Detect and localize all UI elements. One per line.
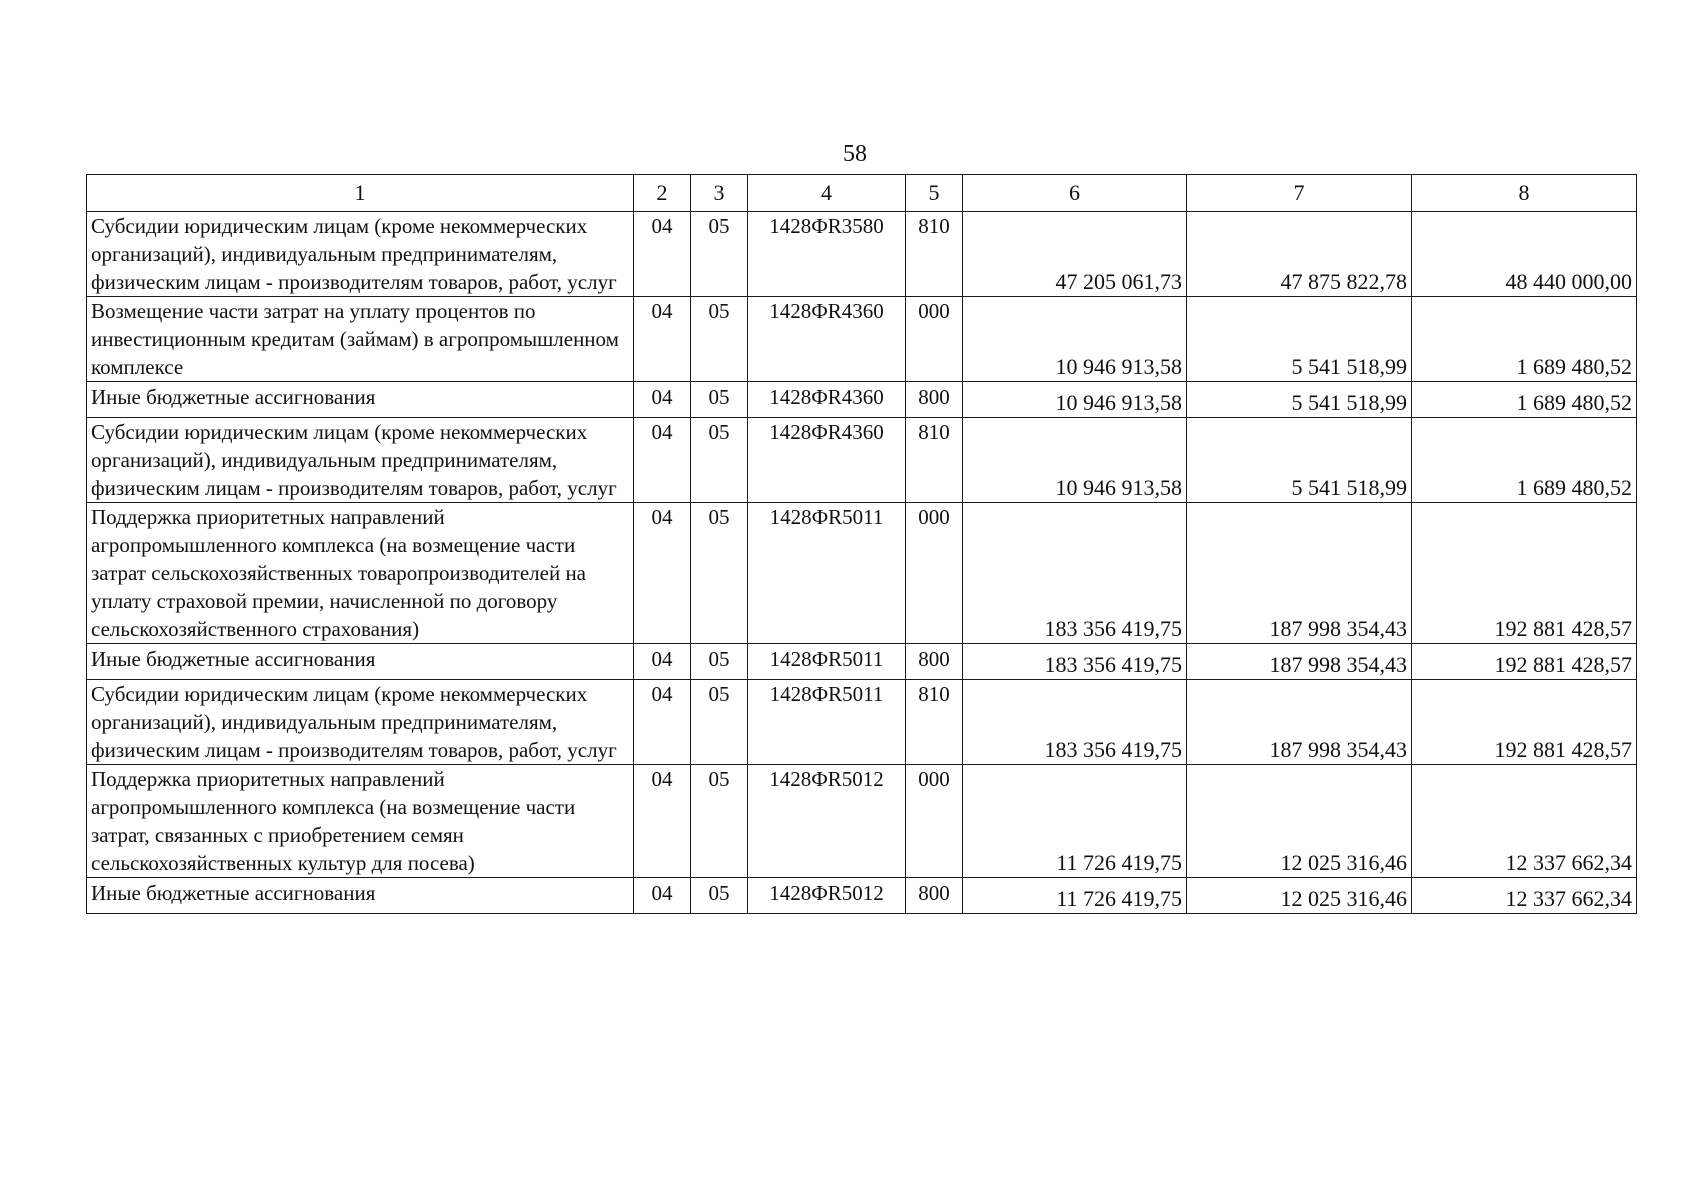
row-section: 04 [634,503,691,644]
table-row [87,418,1637,503]
column-header: 5 [906,175,963,212]
column-header: 3 [691,175,748,212]
row-name: Поддержка приоритетных направлений агропромышленного комплекса (на возмещение части затрат сельскохозяйственных товаропроизводителей на уплату страховой премии, начисленной по договору сельскохозяйственного страхования) [87,503,634,644]
row-expense-type: 000 [906,297,963,382]
row-section: 04 [634,297,691,382]
table-row [87,503,1637,644]
row-amount-7: 187 998 354,43 [1187,503,1412,644]
row-amount-6: 183 356 419,75 [963,680,1187,765]
row-amount-8: 192 881 428,57 [1412,680,1637,765]
row-subsection: 05 [691,680,748,765]
row-amount-8: 1 689 480,52 [1412,297,1637,382]
row-subsection: 05 [691,503,748,644]
row-amount-7: 187 998 354,43 [1187,644,1412,680]
row-section: 04 [634,680,691,765]
row-expense-type: 000 [906,503,963,644]
row-name: Возмещение части затрат на уплату процентов по инвестиционным кредитам (займам) в агропромышленном комплексе [87,297,634,382]
column-header: 6 [963,175,1187,212]
row-amount-6: 11 726 419,75 [963,878,1187,914]
row-subsection: 05 [691,418,748,503]
row-section: 04 [634,878,691,914]
row-target-code: 1428ФR5012 [748,765,906,878]
row-target-code: 1428ФR5011 [748,644,906,680]
row-amount-6: 183 356 419,75 [963,644,1187,680]
budget-table [86,174,1637,914]
row-name: Иные бюджетные ассигнования [87,878,634,914]
row-amount-8: 12 337 662,34 [1412,878,1637,914]
table-header-row [87,175,1637,212]
row-expense-type: 810 [906,212,963,297]
table-row [87,382,1637,418]
row-subsection: 05 [691,644,748,680]
row-subsection: 05 [691,765,748,878]
row-amount-8: 1 689 480,52 [1412,382,1637,418]
row-amount-7: 187 998 354,43 [1187,680,1412,765]
row-subsection: 05 [691,878,748,914]
row-target-code: 1428ФR5012 [748,878,906,914]
column-header: 8 [1412,175,1637,212]
row-amount-8: 192 881 428,57 [1412,644,1637,680]
row-target-code: 1428ФR4360 [748,297,906,382]
row-section: 04 [634,418,691,503]
row-target-code: 1428ФR4360 [748,418,906,503]
row-amount-8: 1 689 480,52 [1412,418,1637,503]
table-row [87,878,1637,914]
column-header: 1 [87,175,634,212]
column-header: 7 [1187,175,1412,212]
page-number: 58 [843,141,867,167]
column-header: 2 [634,175,691,212]
row-expense-type: 800 [906,644,963,680]
table-row [87,680,1637,765]
table-row [87,297,1637,382]
row-section: 04 [634,644,691,680]
row-amount-7: 47 875 822,78 [1187,212,1412,297]
row-target-code: 1428ФR3580 [748,212,906,297]
row-amount-7: 12 025 316,46 [1187,765,1412,878]
row-amount-7: 5 541 518,99 [1187,418,1412,503]
row-expense-type: 800 [906,878,963,914]
row-amount-7: 5 541 518,99 [1187,297,1412,382]
row-amount-7: 5 541 518,99 [1187,382,1412,418]
row-expense-type: 810 [906,418,963,503]
row-section: 04 [634,765,691,878]
row-subsection: 05 [691,212,748,297]
row-name: Субсидии юридическим лицам (кроме некоммерческих организаций), индивидуальным предпринимателям, физическим лицам - производителям товаров, работ, услуг [87,418,634,503]
row-amount-6: 47 205 061,73 [963,212,1187,297]
row-name: Субсидии юридическим лицам (кроме некоммерческих организаций), индивидуальным предпринимателям, физическим лицам - производителям товаров, работ, услуг [87,212,634,297]
row-amount-7: 12 025 316,46 [1187,878,1412,914]
row-name: Иные бюджетные ассигнования [87,644,634,680]
row-amount-6: 10 946 913,58 [963,418,1187,503]
row-target-code: 1428ФR5011 [748,503,906,644]
table-row [87,212,1637,297]
row-subsection: 05 [691,297,748,382]
row-amount-8: 192 881 428,57 [1412,503,1637,644]
row-name: Субсидии юридическим лицам (кроме некоммерческих организаций), индивидуальным предпринимателям, физическим лицам - производителям товаров, работ, услуг [87,680,634,765]
row-target-code: 1428ФR5011 [748,680,906,765]
row-amount-6: 183 356 419,75 [963,503,1187,644]
row-target-code: 1428ФR4360 [748,382,906,418]
row-amount-6: 11 726 419,75 [963,765,1187,878]
row-name: Иные бюджетные ассигнования [87,382,634,418]
row-expense-type: 810 [906,680,963,765]
row-name: Поддержка приоритетных направлений агропромышленного комплекса (на возмещение части затрат, связанных с приобретением семян сельскохозяйственных культур для посева) [87,765,634,878]
row-amount-6: 10 946 913,58 [963,382,1187,418]
row-expense-type: 000 [906,765,963,878]
row-amount-8: 12 337 662,34 [1412,765,1637,878]
column-header: 4 [748,175,906,212]
row-subsection: 05 [691,382,748,418]
row-section: 04 [634,212,691,297]
row-expense-type: 800 [906,382,963,418]
row-section: 04 [634,382,691,418]
row-amount-8: 48 440 000,00 [1412,212,1637,297]
row-amount-6: 10 946 913,58 [963,297,1187,382]
table-row [87,644,1637,680]
table-row [87,765,1637,878]
